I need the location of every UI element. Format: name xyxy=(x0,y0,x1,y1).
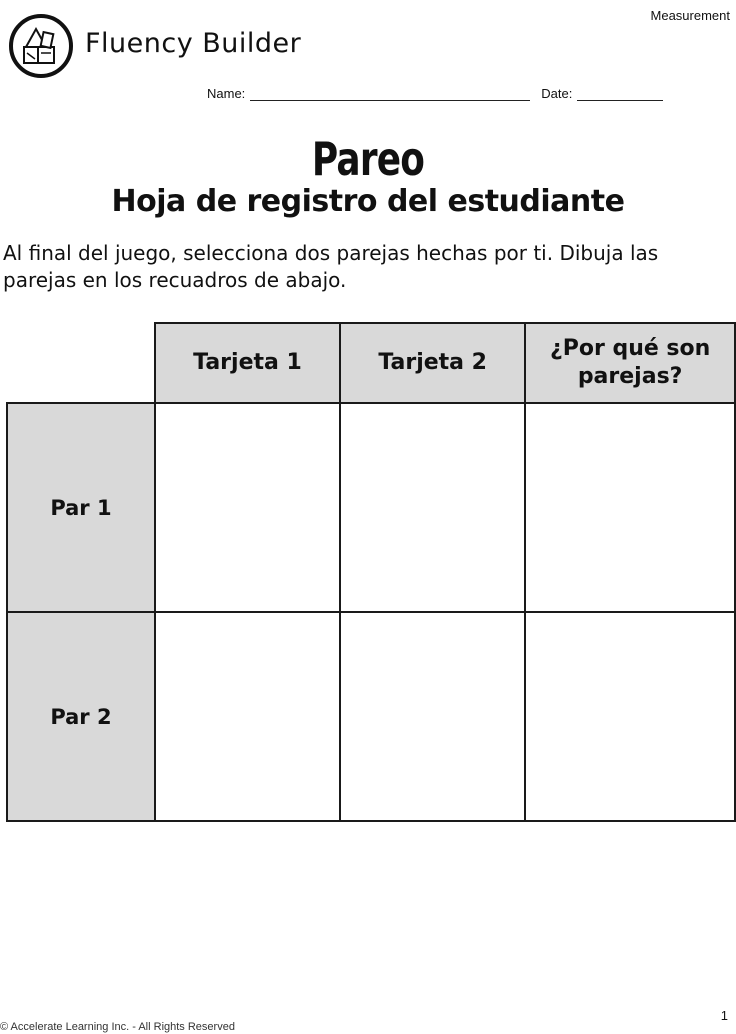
column-header-card-2: Tarjeta 2 xyxy=(340,323,525,403)
row-header-pair-2: Par 2 xyxy=(7,612,155,821)
fluency-builder-logo-icon xyxy=(8,13,74,79)
drawing-box[interactable] xyxy=(155,612,340,821)
drawing-box[interactable] xyxy=(525,612,735,821)
page-title: Pareo xyxy=(311,132,425,186)
record-table xyxy=(6,322,736,822)
column-header-card-1: Tarjeta 1 xyxy=(155,323,340,403)
page-subtitle: Hoja de registro del estudiante xyxy=(111,184,625,219)
instructions: Al final del juego, selecciona dos parejas hechas por ti. Dibuja las parejas en los recuadros de abajo. xyxy=(3,241,659,292)
name-field[interactable] xyxy=(250,88,530,101)
date-label: Date: xyxy=(541,86,573,101)
copyright-notice: © Accelerate Learning Inc. - All Rights Reserved xyxy=(0,1021,235,1033)
drawing-box[interactable] xyxy=(155,403,340,612)
name-date-line xyxy=(207,86,663,101)
name-label: Name: xyxy=(207,86,246,101)
table-corner xyxy=(7,323,155,403)
row-header-pair-1: Par 1 xyxy=(7,403,155,612)
drawing-box[interactable] xyxy=(340,403,525,612)
date-field[interactable] xyxy=(577,88,663,101)
brand-name: Fluency Builder xyxy=(85,28,302,59)
drawing-box[interactable] xyxy=(340,612,525,821)
drawing-box[interactable] xyxy=(525,403,735,612)
subject-tag: Measurement xyxy=(650,8,730,23)
page-number: 1 xyxy=(720,1008,728,1023)
column-header-why: ¿Por qué son parejas? xyxy=(525,323,735,403)
